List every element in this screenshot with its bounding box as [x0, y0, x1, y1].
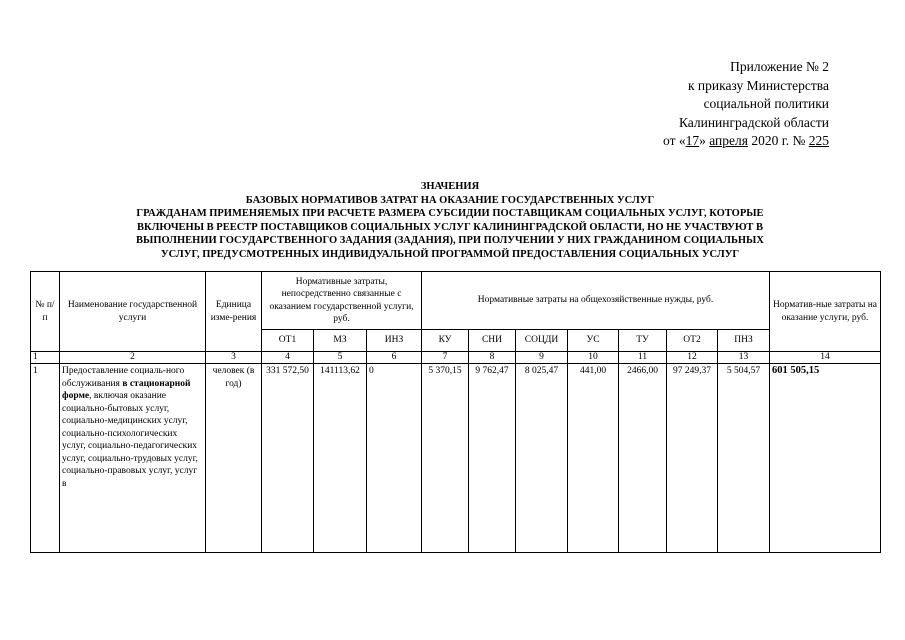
order-number: 225 — [808, 133, 829, 148]
appendix-header — [663, 58, 829, 151]
value-sni: 9 762,47 — [469, 364, 516, 553]
column-number: 3 — [206, 352, 262, 364]
title-line: УСЛУГ, ПРЕДУСМОТРЕННЫХ ИНДИВИДУАЛЬНОЙ ПРОГРАММОЙ ПРЕДОСТАВЛЕНИЯ СОЦИАЛЬНЫХ УСЛУГ — [160, 248, 740, 260]
column-number: 5 — [314, 352, 367, 364]
value-ku: 5 370,15 — [422, 364, 469, 553]
order-day: 17 — [685, 133, 700, 148]
value-ot2: 97 249,37 — [667, 364, 718, 553]
document-title — [60, 180, 840, 261]
value-us: 441,00 — [568, 364, 619, 553]
service-text: , включая оказание социально-бытовых услуг, социально-медицинских услуг, социально-психологических услуг, социально-педагогических услуг, социально-трудовых услуг, социально-правовых услуг, услуг в — [62, 391, 198, 489]
column-number-row — [31, 352, 881, 364]
value-inz: 0 — [367, 364, 422, 553]
column-number: 6 — [367, 352, 422, 364]
value-socdi: 8 025,47 — [516, 364, 568, 553]
column-number: 4 — [262, 352, 314, 364]
title-line: ЗНАЧЕНИЯ — [420, 181, 480, 192]
date-prefix: от « — [663, 133, 686, 148]
norms-table — [30, 271, 881, 553]
column-number: 7 — [422, 352, 469, 364]
subheader-socdi: СОЦДИ — [516, 330, 568, 352]
value-ot1: 331 572,50 — [262, 364, 314, 553]
header-total: Норматив-ные затраты на оказание услуги, руб. — [770, 272, 881, 352]
value-tu: 2466,00 — [619, 364, 667, 553]
year-part: 2020 г. № — [747, 133, 809, 148]
service-text: Предоставление социаль-ного обслуживания — [62, 366, 185, 389]
column-number: 10 — [568, 352, 619, 364]
service-bold: форме — [62, 391, 90, 401]
column-number: 11 — [619, 352, 667, 364]
header-direct-costs: Нормативные затраты, непосредственно связанные с оказанием государственной услуги, руб. — [262, 272, 422, 330]
date-mid: » — [699, 133, 710, 148]
column-number: 9 — [516, 352, 568, 364]
header-unit: Единица изме-рения — [206, 272, 262, 352]
table-row — [31, 364, 881, 553]
service-bold: стационарной — [129, 378, 191, 389]
header-num: № п/п — [31, 272, 60, 352]
appendix-date-line — [663, 132, 829, 151]
value-pnz: 5 504,57 — [718, 364, 770, 553]
column-number: 1 — [31, 352, 60, 364]
header-name: Наименование государственной услуги — [60, 272, 206, 352]
title-line: ГРАЖДАНАМ ПРИМЕНЯЕМЫХ ПРИ РАСЧЕТЕ РАЗМЕРА СУБСИДИИ ПОСТАВЩИКАМ СОЦИАЛЬНЫХ УСЛУГ, КОТОРЫЕ — [136, 208, 764, 219]
subheader-us: УС — [568, 330, 619, 352]
subheader-tu: ТУ — [619, 330, 667, 352]
title-line: БАЗОВЫХ НОРМАТИВОВ ЗАТРАТ НА ОКАЗАНИЕ ГОСУДАРСТВЕННЫХ УСЛУГ — [245, 194, 655, 206]
service-name — [60, 364, 206, 553]
row-num: 1 — [31, 364, 60, 553]
header-general-costs: Нормативные затраты на общехозяйственные нужды, руб. — [422, 272, 770, 330]
column-number: 2 — [60, 352, 206, 364]
subheader-ot1: ОТ1 — [262, 330, 314, 352]
column-number: 13 — [718, 352, 770, 364]
title-line: ВЫПОЛНЕНИИ ГОСУДАРСТВЕННОГО ЗАДАНИЯ (ЗАДАНИЯ), ПРИ ПОЛУЧЕНИИ У НИХ ГРАЖДАНИНОМ СОЦИАЛЬНЫХ — [136, 235, 764, 246]
value-total: 601 505,15 — [770, 364, 881, 553]
appendix-line: Калининградской области — [678, 114, 829, 130]
column-number: 14 — [770, 352, 881, 364]
service-bold: в — [122, 378, 128, 389]
order-month: апреля — [709, 133, 748, 148]
subheader-pnz: ПНЗ — [718, 330, 770, 352]
unit-value: человек (в год) — [206, 364, 262, 553]
subheader-ot2: ОТ2 — [667, 330, 718, 352]
appendix-line: социальной политики — [703, 96, 829, 111]
subheader-ku: КУ — [422, 330, 469, 352]
subheader-sni: СНИ — [469, 330, 516, 352]
subheader-mz: МЗ — [314, 330, 367, 352]
column-number: 8 — [469, 352, 516, 364]
appendix-line: Приложение № 2 — [730, 59, 829, 74]
value-mz: 141113,62 — [314, 364, 367, 553]
title-line: ВКЛЮЧЕНЫ В РЕЕСТР ПОСТАВЩИКОВ СОЦИАЛЬНЫХ УСЛУГ КАЛИНИНГРАДСКОЙ ОБЛАСТИ, НО НЕ УЧАСТВУЮТ В — [136, 221, 764, 233]
header-row — [31, 272, 881, 330]
appendix-line: к приказу Министерства — [687, 77, 829, 93]
column-number: 12 — [667, 352, 718, 364]
subheader-inz: ИНЗ — [367, 330, 422, 352]
